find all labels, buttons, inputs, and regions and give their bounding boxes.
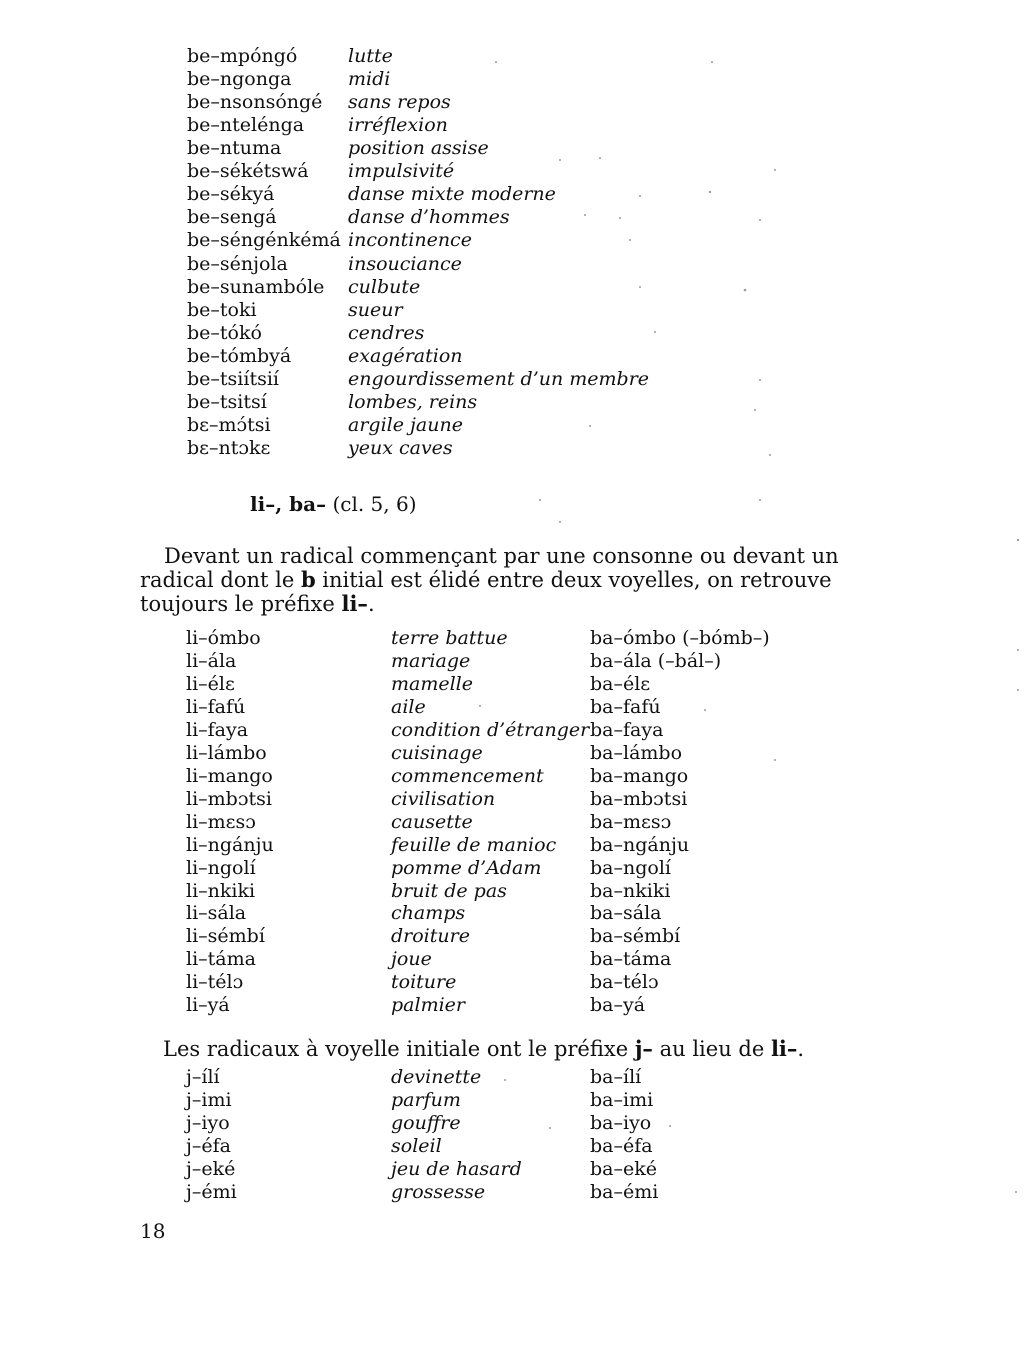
list-item-gloss: toiture xyxy=(391,971,457,994)
list-item-plural: ba–faya xyxy=(590,718,664,741)
list-item-singular: j–eké xyxy=(186,1158,236,1180)
list-item-gloss: sans repos xyxy=(348,91,451,114)
list-item-plural: ba–émi xyxy=(590,1181,659,1203)
list-item-gloss: feuille de manioc xyxy=(391,833,557,856)
list-item-gloss: danse d’hommes xyxy=(348,206,510,229)
list-item-singular: li–nkiki xyxy=(186,879,256,902)
list-item-gloss: incontinence xyxy=(348,229,472,252)
section-heading xyxy=(250,492,417,516)
list-item-gloss: joue xyxy=(391,948,432,971)
list-item-gloss: mariage xyxy=(391,650,471,672)
list-item-word: be–nsonsóngé xyxy=(187,91,323,114)
list-item-plural: ba–mɛsɔ xyxy=(590,810,672,833)
list-item-plural: ba–télɔ xyxy=(590,971,659,994)
list-item-singular: li–mango xyxy=(186,764,273,787)
list-item-plural: ba–iyo xyxy=(590,1112,652,1134)
list-item-gloss: impulsivité xyxy=(348,160,455,183)
list-item-singular: li–sála xyxy=(186,902,247,925)
list-item-plural: ba–ngolí xyxy=(590,856,671,879)
list-item-gloss: soleil xyxy=(391,1135,442,1157)
list-item-word: be–tókó xyxy=(187,321,262,344)
list-item-gloss: jeu de hasard xyxy=(391,1158,522,1180)
list-item-word: be–mpóngó xyxy=(187,45,298,67)
list-item-plural: ba–ómbo (–bómb–) xyxy=(590,627,770,649)
paragraph-j-prefix: Les radicaux à voyelle initiale ont le préfixe j– au lieu de li–. xyxy=(163,1036,805,1061)
list-item-gloss: bruit de pas xyxy=(391,879,507,902)
list-item-singular: j–émi xyxy=(186,1181,237,1203)
list-item-gloss: commencement xyxy=(391,764,544,787)
list-item-plural: ba–lámbo xyxy=(590,741,683,764)
list-item-singular: li–mbɔtsi xyxy=(186,787,272,810)
list-item-singular: li–yá xyxy=(186,994,230,1017)
list-item-gloss: cendres xyxy=(348,321,425,344)
list-item-singular: li–sémbí xyxy=(186,925,265,948)
list-item-singular: li–télɔ xyxy=(186,971,244,994)
list-item-word: be–sénjola xyxy=(187,252,288,275)
list-item-gloss: lutte xyxy=(348,45,393,67)
list-item-plural: ba–ílí xyxy=(590,1066,642,1088)
list-item-word: be–toki xyxy=(187,298,257,321)
list-item-plural: ba–ngánju xyxy=(590,833,690,856)
list-item-word: bɛ–ntɔkɛ xyxy=(187,436,271,459)
list-item-gloss: danse mixte moderne xyxy=(348,183,556,206)
page-number: 18 xyxy=(140,1219,166,1243)
list-item-gloss: lombes, reins xyxy=(348,390,478,413)
list-item-word: be–séngénkémá xyxy=(187,229,341,252)
list-item-gloss: aile xyxy=(391,695,426,718)
list-item-word: be–ntuma xyxy=(187,137,282,160)
paragraph-li-prefix: Devant un radical commençant par une consonne ou devant un radical dont le b initial est élidé entre deux voyelles, on retrouve toujours le préfixe li–. xyxy=(140,544,839,616)
list-item-word: be–tsitsí xyxy=(187,390,267,413)
list-item-plural: ba–yá xyxy=(590,994,646,1017)
list-item-gloss: terre battue xyxy=(391,627,508,649)
list-item-word: be–ngonga xyxy=(187,68,292,90)
list-item-word: be–sékétswá xyxy=(187,160,309,183)
list-item-singular: li–táma xyxy=(186,948,256,971)
list-item-plural: ba–sála xyxy=(590,902,662,925)
list-item-word: be–tsiítsií xyxy=(187,367,279,390)
list-item-word: be–tómbyá xyxy=(187,344,292,367)
list-item-plural: ba–táma xyxy=(590,948,672,971)
list-item-singular: li–mɛsɔ xyxy=(186,810,256,833)
list-item-word: bɛ–mɔ́tsi xyxy=(187,413,271,436)
list-item-singular: li–faya xyxy=(186,718,249,741)
list-item-plural: ba–mango xyxy=(590,764,689,787)
list-item-singular: li–ómbo xyxy=(186,627,261,649)
list-item-gloss: position assise xyxy=(348,137,489,160)
heading-prefix: li–, ba– xyxy=(250,492,327,516)
list-item-plural: ba–eké xyxy=(590,1158,657,1180)
list-item-gloss: argile jaune xyxy=(348,413,463,436)
list-item-word: be–sunambóle xyxy=(187,275,325,298)
list-item-plural: ba–nkiki xyxy=(590,879,671,902)
list-item-gloss: culbute xyxy=(348,275,421,298)
list-item-plural: ba–ála (–bál–) xyxy=(590,650,722,672)
list-item-word: be–sengá xyxy=(187,206,277,229)
list-item-gloss: sueur xyxy=(348,298,403,321)
list-item-gloss: midi xyxy=(348,68,391,90)
list-item-gloss: causette xyxy=(391,810,473,833)
list-item-gloss: gouffre xyxy=(391,1112,461,1134)
list-item-word: be–sékyá xyxy=(187,183,275,206)
list-item-plural: ba–éfa xyxy=(590,1135,653,1157)
list-item-singular: j–éfa xyxy=(186,1135,231,1157)
list-item-plural: ba–élɛ xyxy=(590,672,651,695)
list-item-singular: j–iyo xyxy=(186,1112,230,1134)
list-item-gloss: cuisinage xyxy=(391,741,483,764)
list-item-gloss: yeux caves xyxy=(348,436,453,459)
list-item-singular: j–imi xyxy=(186,1089,232,1111)
list-item-gloss: pomme d’Adam xyxy=(391,856,542,879)
list-item-singular: li–ngolí xyxy=(186,856,256,879)
list-item-singular: li–ngánju xyxy=(186,833,274,856)
list-item-plural: ba–sémbí xyxy=(590,925,681,948)
list-item-gloss: champs xyxy=(391,902,466,925)
list-item-gloss: engourdissement d’un membre xyxy=(348,367,650,390)
list-item-gloss: irréflexion xyxy=(348,114,448,137)
list-item-singular: j–ílí xyxy=(186,1066,220,1088)
list-item-gloss: palmier xyxy=(391,994,465,1017)
list-item-gloss: condition d’étranger xyxy=(391,718,590,741)
list-item-gloss: grossesse xyxy=(391,1181,486,1203)
list-item-singular: li–ála xyxy=(186,650,237,672)
list-item-gloss: civilisation xyxy=(391,787,496,810)
list-item-gloss: parfum xyxy=(391,1089,461,1111)
list-item-gloss: mamelle xyxy=(391,672,474,695)
list-item-word: be–ntelénga xyxy=(187,114,305,137)
heading-class: (cl. 5, 6) xyxy=(332,492,417,516)
list-item-plural: ba–fafú xyxy=(590,695,661,718)
list-item-gloss: droiture xyxy=(391,925,470,948)
list-item-gloss: devinette xyxy=(391,1066,482,1088)
list-item-singular: li–élɛ xyxy=(186,672,235,695)
list-item-plural: ba–imi xyxy=(590,1089,654,1111)
list-item-plural: ba–mbɔtsi xyxy=(590,787,688,810)
list-item-singular: li–fafú xyxy=(186,695,246,718)
list-item-gloss: exagération xyxy=(348,344,463,367)
list-item-singular: li–lámbo xyxy=(186,741,267,764)
list-item-gloss: insouciance xyxy=(348,252,462,275)
